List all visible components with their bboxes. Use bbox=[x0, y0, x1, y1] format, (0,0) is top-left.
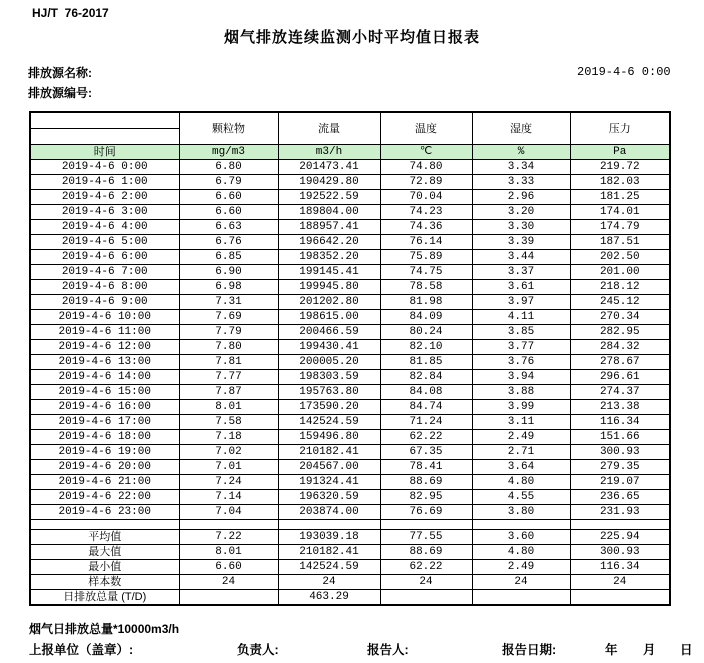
table-row bbox=[30, 205, 670, 220]
summary-row bbox=[30, 590, 670, 606]
column-unit: mg/m3 bbox=[179, 145, 278, 160]
time-cell: 2019-4-6 4:00 bbox=[30, 220, 179, 235]
value-cell: 6.60 bbox=[179, 190, 278, 205]
time-column-header: 时间 bbox=[30, 145, 179, 160]
table-row bbox=[30, 445, 670, 460]
value-cell: 67.35 bbox=[380, 445, 472, 460]
separator-cell bbox=[30, 520, 179, 530]
separator-row bbox=[30, 520, 670, 530]
value-cell: 76.14 bbox=[380, 235, 472, 250]
value-cell: 245.12 bbox=[570, 295, 670, 310]
value-cell: 188957.41 bbox=[278, 220, 380, 235]
summary-value-cell: 300.93 bbox=[570, 545, 670, 560]
summary-value-cell: 225.94 bbox=[570, 530, 670, 545]
summary-value-cell: 62.22 bbox=[380, 560, 472, 575]
value-cell: 3.80 bbox=[472, 505, 570, 520]
summary-value-cell: 463.29 bbox=[278, 590, 380, 606]
value-cell: 3.33 bbox=[472, 175, 570, 190]
value-cell: 201.00 bbox=[570, 265, 670, 280]
value-cell: 174.79 bbox=[570, 220, 670, 235]
summary-value-cell: 6.60 bbox=[179, 560, 278, 575]
table-row bbox=[30, 355, 670, 370]
value-cell: 198352.20 bbox=[278, 250, 380, 265]
summary-row bbox=[30, 545, 670, 560]
year-label: 年 bbox=[605, 643, 618, 657]
table-row bbox=[30, 460, 670, 475]
value-cell: 182.03 bbox=[570, 175, 670, 190]
table-row bbox=[30, 280, 670, 295]
value-cell: 78.41 bbox=[380, 460, 472, 475]
value-cell: 200005.20 bbox=[278, 355, 380, 370]
time-cell: 2019-4-6 3:00 bbox=[30, 205, 179, 220]
summary-value-cell: 24 bbox=[179, 575, 278, 590]
value-cell: 74.75 bbox=[380, 265, 472, 280]
time-cell: 2019-4-6 19:00 bbox=[30, 445, 179, 460]
value-cell: 84.74 bbox=[380, 400, 472, 415]
value-cell: 7.24 bbox=[179, 475, 278, 490]
summary-row bbox=[30, 575, 670, 590]
value-cell: 199945.80 bbox=[278, 280, 380, 295]
summary-value-cell: 210182.41 bbox=[278, 545, 380, 560]
table-row bbox=[30, 265, 670, 280]
value-cell: 7.31 bbox=[179, 295, 278, 310]
value-cell: 7.04 bbox=[179, 505, 278, 520]
value-cell: 3.64 bbox=[472, 460, 570, 475]
table-row bbox=[30, 490, 670, 505]
value-cell: 218.12 bbox=[570, 280, 670, 295]
column-header: 湿度 bbox=[472, 112, 570, 145]
value-cell: 6.60 bbox=[179, 205, 278, 220]
column-header: 压力 bbox=[570, 112, 670, 145]
value-cell: 181.25 bbox=[570, 190, 670, 205]
value-cell: 219.07 bbox=[570, 475, 670, 490]
value-cell: 4.11 bbox=[472, 310, 570, 325]
value-cell: 196320.59 bbox=[278, 490, 380, 505]
time-cell: 2019-4-6 0:00 bbox=[30, 160, 179, 175]
table-row bbox=[30, 220, 670, 235]
value-cell: 296.61 bbox=[570, 370, 670, 385]
separator-cell bbox=[278, 520, 380, 530]
table-row bbox=[30, 175, 670, 190]
time-cell: 2019-4-6 21:00 bbox=[30, 475, 179, 490]
value-cell: 201473.41 bbox=[278, 160, 380, 175]
value-cell: 3.77 bbox=[472, 340, 570, 355]
value-cell: 7.18 bbox=[179, 430, 278, 445]
summary-label: 日排放总量 (T/D) bbox=[30, 590, 179, 606]
summary-value-cell: 24 bbox=[278, 575, 380, 590]
value-cell: 199430.41 bbox=[278, 340, 380, 355]
value-cell: 198615.00 bbox=[278, 310, 380, 325]
summary-value-cell bbox=[380, 590, 472, 606]
value-cell: 7.14 bbox=[179, 490, 278, 505]
value-cell: 3.37 bbox=[472, 265, 570, 280]
value-cell: 7.87 bbox=[179, 385, 278, 400]
table-row bbox=[30, 370, 670, 385]
value-cell: 195763.80 bbox=[278, 385, 380, 400]
value-cell: 72.89 bbox=[380, 175, 472, 190]
value-cell: 4.55 bbox=[472, 490, 570, 505]
value-cell: 7.69 bbox=[179, 310, 278, 325]
time-cell: 2019-4-6 23:00 bbox=[30, 505, 179, 520]
time-cell: 2019-4-6 10:00 bbox=[30, 310, 179, 325]
value-cell: 151.66 bbox=[570, 430, 670, 445]
value-cell: 284.32 bbox=[570, 340, 670, 355]
value-cell: 74.80 bbox=[380, 160, 472, 175]
value-cell: 4.80 bbox=[472, 475, 570, 490]
value-cell: 201202.80 bbox=[278, 295, 380, 310]
summary-value-cell: 193039.18 bbox=[278, 530, 380, 545]
time-cell: 2019-4-6 13:00 bbox=[30, 355, 179, 370]
value-cell: 7.79 bbox=[179, 325, 278, 340]
value-cell: 191324.41 bbox=[278, 475, 380, 490]
table-row bbox=[30, 385, 670, 400]
time-cell: 2019-4-6 12:00 bbox=[30, 340, 179, 355]
table-row bbox=[30, 430, 670, 445]
value-cell: 6.80 bbox=[179, 160, 278, 175]
value-cell: 192522.59 bbox=[278, 190, 380, 205]
report-unit-label: 上报单位（盖章）: bbox=[29, 643, 134, 657]
table-row bbox=[30, 400, 670, 415]
time-cell: 2019-4-6 16:00 bbox=[30, 400, 179, 415]
time-header-blank-top bbox=[30, 112, 179, 129]
value-cell: 174.01 bbox=[570, 205, 670, 220]
value-cell: 82.95 bbox=[380, 490, 472, 505]
value-cell: 189804.00 bbox=[278, 205, 380, 220]
value-cell: 196642.20 bbox=[278, 235, 380, 250]
summary-value-cell: 3.60 bbox=[472, 530, 570, 545]
value-cell: 70.04 bbox=[380, 190, 472, 205]
value-cell: 2.49 bbox=[472, 430, 570, 445]
value-cell: 278.67 bbox=[570, 355, 670, 370]
value-cell: 7.77 bbox=[179, 370, 278, 385]
table-row bbox=[30, 235, 670, 250]
standard-number: HJ/T 76-2017 bbox=[32, 6, 109, 20]
source-code-label: 排放源编号: bbox=[28, 86, 92, 100]
separator-cell bbox=[472, 520, 570, 530]
summary-label: 样本数 bbox=[30, 575, 179, 590]
time-cell: 2019-4-6 7:00 bbox=[30, 265, 179, 280]
total-emission-note: 烟气日排放总量*10000m3/h bbox=[29, 622, 180, 636]
time-cell: 2019-4-6 6:00 bbox=[30, 250, 179, 265]
value-cell: 236.65 bbox=[570, 490, 670, 505]
value-cell: 82.10 bbox=[380, 340, 472, 355]
value-cell: 8.01 bbox=[179, 400, 278, 415]
value-cell: 3.30 bbox=[472, 220, 570, 235]
value-cell: 187.51 bbox=[570, 235, 670, 250]
table-row bbox=[30, 415, 670, 430]
summary-value-cell: 7.22 bbox=[179, 530, 278, 545]
table-row bbox=[30, 295, 670, 310]
value-cell: 3.94 bbox=[472, 370, 570, 385]
summary-value-cell bbox=[472, 590, 570, 606]
summary-value-cell: 24 bbox=[380, 575, 472, 590]
value-cell: 116.34 bbox=[570, 415, 670, 430]
column-header: 流量 bbox=[278, 112, 380, 145]
value-cell: 6.76 bbox=[179, 235, 278, 250]
table-row bbox=[30, 505, 670, 520]
separator-cell bbox=[179, 520, 278, 530]
page-title: 烟气排放连续监测小时平均值日报表 bbox=[223, 29, 480, 46]
day-label: 日 bbox=[680, 643, 693, 657]
value-cell: 190429.80 bbox=[278, 175, 380, 190]
value-cell: 3.61 bbox=[472, 280, 570, 295]
value-cell: 3.39 bbox=[472, 235, 570, 250]
column-unit: % bbox=[472, 145, 570, 160]
report-datetime: 2019-4-6 0:00 bbox=[577, 65, 671, 79]
column-header: 颗粒物 bbox=[179, 112, 278, 145]
value-cell: 62.22 bbox=[380, 430, 472, 445]
summary-value-cell: 2.49 bbox=[472, 560, 570, 575]
table-row bbox=[30, 475, 670, 490]
value-cell: 3.11 bbox=[472, 415, 570, 430]
value-cell: 74.23 bbox=[380, 205, 472, 220]
value-cell: 74.36 bbox=[380, 220, 472, 235]
time-cell: 2019-4-6 15:00 bbox=[30, 385, 179, 400]
value-cell: 6.79 bbox=[179, 175, 278, 190]
value-cell: 78.58 bbox=[380, 280, 472, 295]
column-unit: m3/h bbox=[278, 145, 380, 160]
time-cell: 2019-4-6 14:00 bbox=[30, 370, 179, 385]
value-cell: 6.85 bbox=[179, 250, 278, 265]
value-cell: 173590.20 bbox=[278, 400, 380, 415]
value-cell: 231.93 bbox=[570, 505, 670, 520]
value-cell: 7.80 bbox=[179, 340, 278, 355]
summary-row bbox=[30, 560, 670, 575]
value-cell: 200466.59 bbox=[278, 325, 380, 340]
value-cell: 142524.59 bbox=[278, 415, 380, 430]
value-cell: 3.34 bbox=[472, 160, 570, 175]
reporter-label: 报告人: bbox=[367, 643, 409, 657]
value-cell: 80.24 bbox=[380, 325, 472, 340]
summary-value-cell: 24 bbox=[570, 575, 670, 590]
summary-value-cell: 4.80 bbox=[472, 545, 570, 560]
value-cell: 6.90 bbox=[179, 265, 278, 280]
value-cell: 3.20 bbox=[472, 205, 570, 220]
time-cell: 2019-4-6 1:00 bbox=[30, 175, 179, 190]
value-cell: 75.89 bbox=[380, 250, 472, 265]
table-row bbox=[30, 340, 670, 355]
column-header: 温度 bbox=[380, 112, 472, 145]
value-cell: 3.99 bbox=[472, 400, 570, 415]
summary-value-cell: 116.34 bbox=[570, 560, 670, 575]
report-table bbox=[29, 111, 671, 606]
summary-value-cell: 77.55 bbox=[380, 530, 472, 545]
table-row bbox=[30, 190, 670, 205]
value-cell: 198303.59 bbox=[278, 370, 380, 385]
value-cell: 3.76 bbox=[472, 355, 570, 370]
report-date-label: 报告日期: bbox=[502, 643, 557, 657]
value-cell: 279.35 bbox=[570, 460, 670, 475]
value-cell: 82.84 bbox=[380, 370, 472, 385]
value-cell: 204567.00 bbox=[278, 460, 380, 475]
column-unit: Pa bbox=[570, 145, 670, 160]
value-cell: 84.08 bbox=[380, 385, 472, 400]
summary-value-cell: 142524.59 bbox=[278, 560, 380, 575]
summary-label: 最大值 bbox=[30, 545, 179, 560]
time-cell: 2019-4-6 17:00 bbox=[30, 415, 179, 430]
responsible-person-label: 负责人: bbox=[237, 643, 279, 657]
table-row bbox=[30, 325, 670, 340]
value-cell: 202.50 bbox=[570, 250, 670, 265]
value-cell: 300.93 bbox=[570, 445, 670, 460]
value-cell: 76.69 bbox=[380, 505, 472, 520]
value-cell: 7.81 bbox=[179, 355, 278, 370]
header-row-top bbox=[30, 112, 670, 129]
summary-value-cell: 88.69 bbox=[380, 545, 472, 560]
time-cell: 2019-4-6 8:00 bbox=[30, 280, 179, 295]
summary-value-cell: 8.01 bbox=[179, 545, 278, 560]
value-cell: 3.44 bbox=[472, 250, 570, 265]
month-label: 月 bbox=[643, 643, 656, 657]
value-cell: 7.58 bbox=[179, 415, 278, 430]
value-cell: 81.85 bbox=[380, 355, 472, 370]
time-cell: 2019-4-6 18:00 bbox=[30, 430, 179, 445]
value-cell: 274.37 bbox=[570, 385, 670, 400]
column-unit: ℃ bbox=[380, 145, 472, 160]
value-cell: 81.98 bbox=[380, 295, 472, 310]
units-row bbox=[30, 145, 670, 160]
table-row bbox=[30, 250, 670, 265]
separator-cell bbox=[570, 520, 670, 530]
summary-value-cell: 24 bbox=[472, 575, 570, 590]
value-cell: 282.95 bbox=[570, 325, 670, 340]
time-cell: 2019-4-6 20:00 bbox=[30, 460, 179, 475]
value-cell: 203874.00 bbox=[278, 505, 380, 520]
table-row bbox=[30, 160, 670, 175]
time-cell: 2019-4-6 11:00 bbox=[30, 325, 179, 340]
value-cell: 270.34 bbox=[570, 310, 670, 325]
value-cell: 84.09 bbox=[380, 310, 472, 325]
value-cell: 219.72 bbox=[570, 160, 670, 175]
table-row bbox=[30, 310, 670, 325]
value-cell: 7.02 bbox=[179, 445, 278, 460]
summary-row bbox=[30, 530, 670, 545]
value-cell: 71.24 bbox=[380, 415, 472, 430]
summary-value-cell bbox=[570, 590, 670, 606]
value-cell: 210182.41 bbox=[278, 445, 380, 460]
value-cell: 6.63 bbox=[179, 220, 278, 235]
time-cell: 2019-4-6 2:00 bbox=[30, 190, 179, 205]
summary-value-cell bbox=[179, 590, 278, 606]
value-cell: 6.98 bbox=[179, 280, 278, 295]
time-header-blank-bottom bbox=[30, 129, 179, 145]
value-cell: 199145.41 bbox=[278, 265, 380, 280]
value-cell: 213.38 bbox=[570, 400, 670, 415]
time-cell: 2019-4-6 5:00 bbox=[30, 235, 179, 250]
source-name-label: 排放源名称: bbox=[28, 66, 92, 80]
time-cell: 2019-4-6 9:00 bbox=[30, 295, 179, 310]
value-cell: 88.69 bbox=[380, 475, 472, 490]
time-cell: 2019-4-6 22:00 bbox=[30, 490, 179, 505]
value-cell: 7.01 bbox=[179, 460, 278, 475]
value-cell: 2.96 bbox=[472, 190, 570, 205]
value-cell: 2.71 bbox=[472, 445, 570, 460]
value-cell: 3.88 bbox=[472, 385, 570, 400]
value-cell: 3.85 bbox=[472, 325, 570, 340]
value-cell: 159496.80 bbox=[278, 430, 380, 445]
separator-cell bbox=[380, 520, 472, 530]
summary-label: 平均值 bbox=[30, 530, 179, 545]
summary-label: 最小值 bbox=[30, 560, 179, 575]
value-cell: 3.97 bbox=[472, 295, 570, 310]
